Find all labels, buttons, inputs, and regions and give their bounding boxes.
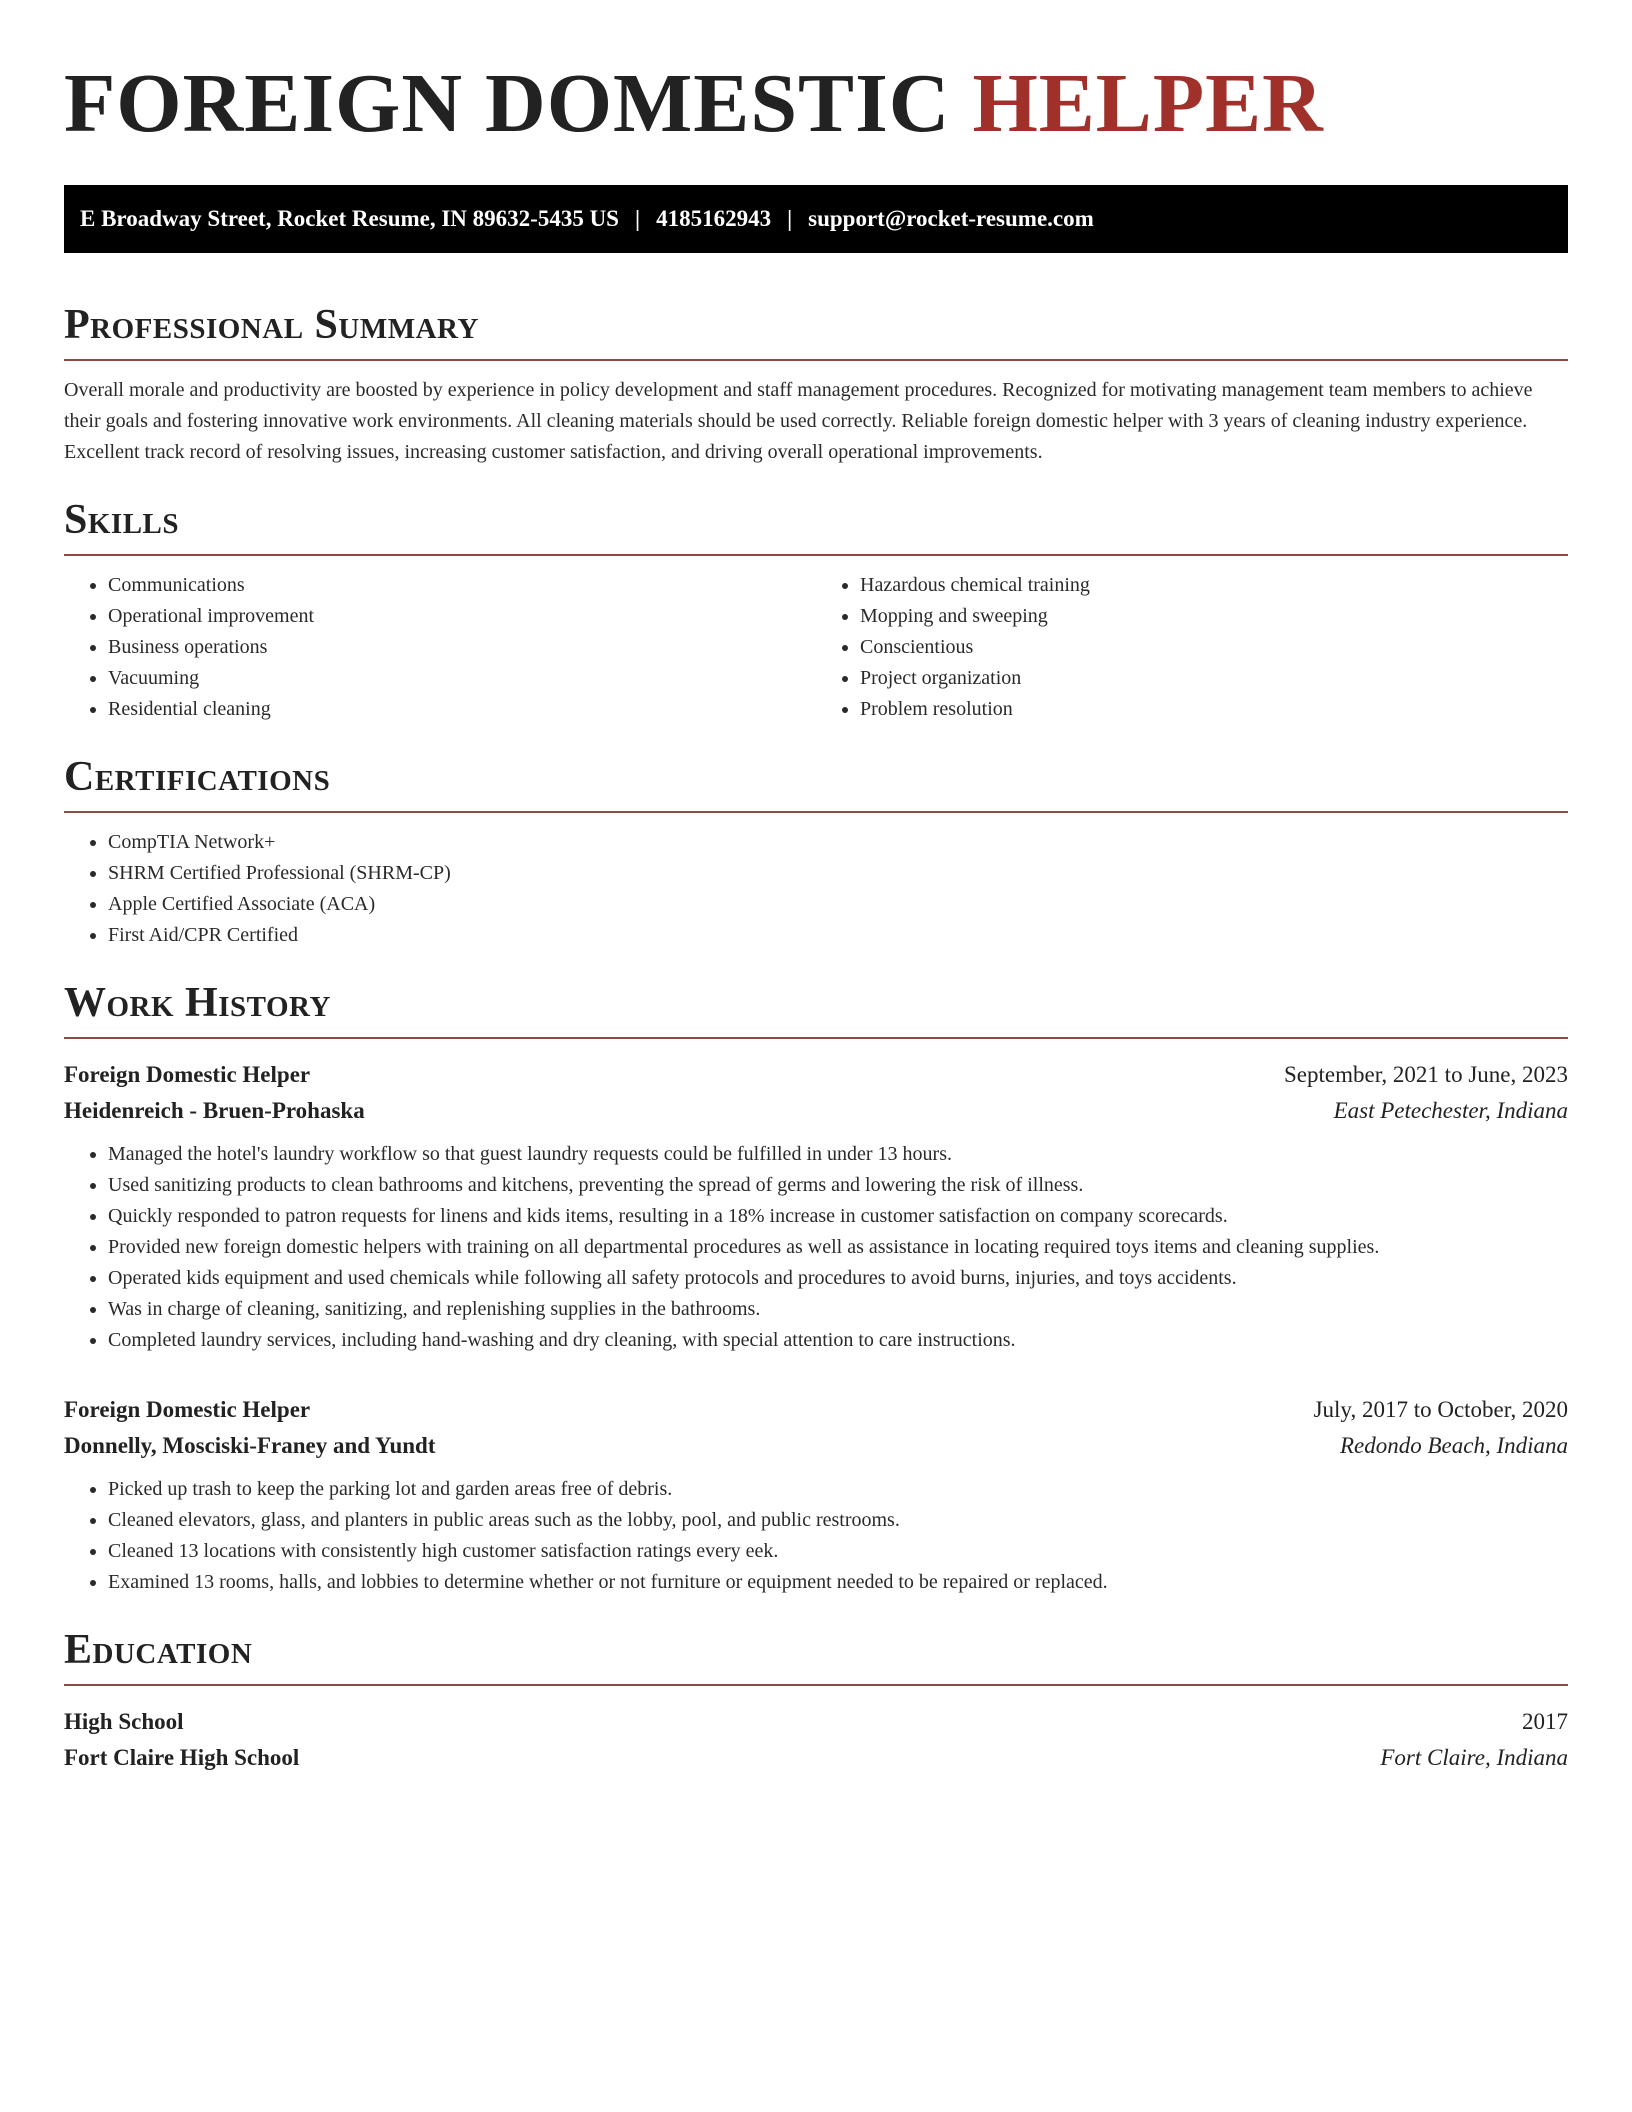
job-entry [64,1392,1568,1598]
contact-separator: | [787,206,793,231]
job-company-row [64,1093,1568,1129]
job-bullets [64,1474,1568,1598]
job-bullets [64,1139,1568,1356]
education-school: Fort Claire High School [64,1745,300,1770]
job-dates: July, 2017 to October, 2020 [1313,1397,1568,1422]
summary-text: Overall morale and productivity are boosted by experience in policy development and staff management procedures. Recognized for motivating management team members to achieve their goals and fostering innovative work environments. All cleaning materials should be used correctly. Reliable foreign domestic helper with 3 years of cleaning industry experience. Excellent track record of resolving issues, increasing customer satisfaction, and driving overall operational improvements. [64,379,1533,463]
list-item: • CompTIA Network+ [108,827,1568,858]
summary-section [64,299,1568,468]
list-item: • SHRM Certified Professional (SHRM-CP) [108,858,1568,889]
list-item: • Hazardous chemical training [860,570,1568,601]
list-item: • Operational improvement [108,601,816,632]
education-degree: High School [64,1709,184,1734]
job-location: East Petechester, Indiana [1333,1098,1568,1123]
education-section [64,1624,1568,1776]
skills-list-left [64,570,816,725]
job-company: Heidenreich - Bruen-Prohaska [64,1098,365,1123]
section-title-skills: Skills [64,494,1568,556]
job-entry [64,1057,1568,1356]
list-item: • Examined 13 rooms, halls, and lobbies to determine whether or not furniture or equipment needed to be repaired or replaced. [108,1567,1568,1598]
section-title-certifications: Certifications [64,751,1568,813]
list-item: • Cleaned elevators, glass, and planters in public areas such as the lobby, pool, and public restrooms. [108,1505,1568,1536]
list-item: • Was in charge of cleaning, sanitizing, and replenishing supplies in the bathrooms. [108,1294,1568,1325]
job-dates: September, 2021 to June, 2023 [1284,1062,1568,1087]
resume-name [64,56,1568,152]
section-title-summary: Professional Summary [64,299,1568,361]
list-item: • Cleaned 13 locations with consistently high customer satisfaction ratings every eek. [108,1536,1568,1567]
contact-phone: 4185162943 [656,206,772,231]
name-first: FOREIGN DOMESTIC [64,57,951,150]
list-item: • Communications [108,570,816,601]
work-history-section [64,977,1568,1598]
list-item: • Mopping and sweeping [860,601,1568,632]
list-item: • Vacuuming [108,663,816,694]
education-location: Fort Claire, Indiana [1380,1745,1568,1770]
list-item: • Conscientious [860,632,1568,663]
job-header-row [64,1057,1568,1093]
list-item: • Managed the hotel's laundry workflow so that guest laundry requests could be fulfilled in under 13 hours. [108,1139,1568,1170]
job-location: Redondo Beach, Indiana [1339,1433,1568,1458]
list-item: • Completed laundry services, including hand-washing and dry cleaning, with special attention to care instructions. [108,1325,1568,1356]
certifications-section [64,751,1568,951]
name-accent: HELPER [972,57,1324,150]
list-item: • Provided new foreign domestic helpers with training on all departmental procedures as well as assistance in locating required toys items and cleaning supplies. [108,1232,1568,1263]
job-header-row [64,1392,1568,1428]
education-school-row [64,1740,1568,1776]
job-company: Donnelly, Mosciski-Franey and Yundt [64,1433,436,1458]
education-header-row [64,1704,1568,1740]
contact-separator: | [634,206,641,231]
list-item: • Quickly responded to patron requests for linens and kids items, resulting in a 18% increase in customer satisfaction on company scorecards. [108,1201,1568,1232]
job-title: Foreign Domestic Helper [64,1062,311,1087]
list-item: • Residential cleaning [108,694,816,725]
list-item: • Operated kids equipment and used chemicals while following all safety protocols and procedures to avoid burns, injuries, and toys accidents. [108,1263,1568,1294]
skills-list-right [816,570,1568,725]
skills-section [64,494,1568,725]
contact-address: E Broadway Street, Rocket Resume, IN 89632-5435 US [80,206,619,231]
skills-columns [64,556,1568,725]
education-year: 2017 [1522,1709,1568,1734]
job-title: Foreign Domestic Helper [64,1397,311,1422]
certifications-list [64,827,1568,951]
job-company-row [64,1428,1568,1464]
contact-bar [64,185,1568,253]
list-item: • Project organization [860,663,1568,694]
list-item: • Picked up trash to keep the parking lot and garden areas free of debris. [108,1474,1568,1505]
list-item: • Used sanitizing products to clean bathrooms and kitchens, preventing the spread of germs and lowering the risk of illness. [108,1170,1568,1201]
list-item: • Apple Certified Associate (ACA) [108,889,1568,920]
list-item: • Problem resolution [860,694,1568,725]
list-item: • First Aid/CPR Certified [108,920,1568,951]
section-title-work-history: Work History [64,977,1568,1039]
education-entry [64,1704,1568,1776]
contact-email: support@rocket-resume.com [808,206,1094,231]
section-title-education: Education [64,1624,1568,1686]
list-item: • Business operations [108,632,816,663]
